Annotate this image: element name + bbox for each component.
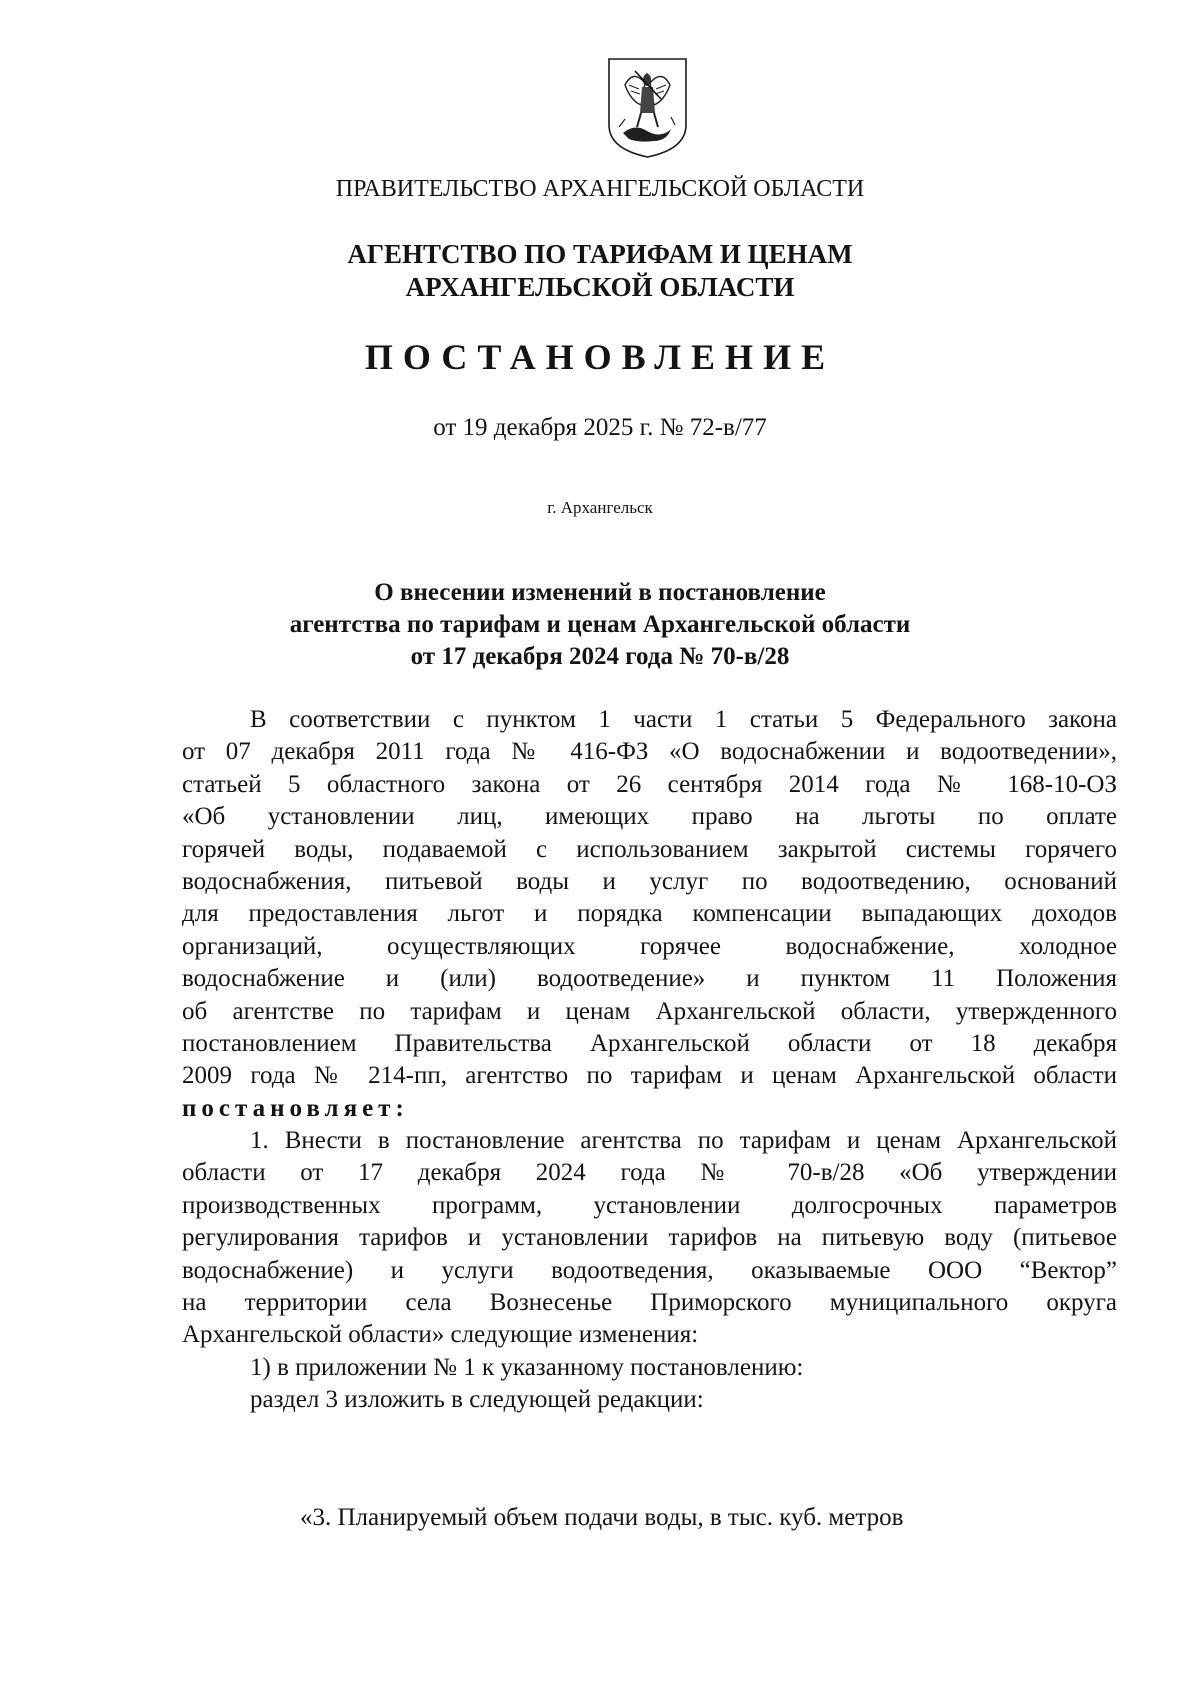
government-name: ПРАВИТЕЛЬСТВО АРХАНГЕЛЬСКОЙ ОБЛАСТИ <box>335 176 865 202</box>
decree-city: г. Архангельск <box>547 498 653 517</box>
document-type: ПОСТАНОВЛЕНИЕ <box>364 337 836 377</box>
item1-line: производственных программ, установлении долгосрочных параметров <box>182 1191 1117 1219</box>
body-line: для предоставления льгот и порядка компенсации выпадающих доходов <box>182 900 1117 928</box>
agency-name <box>0 238 1200 304</box>
agency-name-line2: АРХАНГЕЛЬСКОЙ ОБЛАСТИ <box>405 272 795 302</box>
body-line: водоснабжения, питьевой воды и услуг по водоотведению, оснований <box>182 867 1117 895</box>
body-line: «Об установлении лиц, имеющих право на льготы по оплате <box>182 803 1117 831</box>
item1-line: водоснабжение) и услуги водоотведения, оказываемые ООО “Вектор” <box>182 1256 1117 1284</box>
item1-line: Архангельской области» следующие изменения: <box>182 1321 699 1349</box>
item1-line: на территории села Вознесенье Приморского муниципального округа <box>182 1289 1117 1317</box>
body-line: водоснабжение и (или) водоотведение» и пунктом 11 Положения <box>182 965 1117 993</box>
body-line: организаций, осуществляющих горячее водоснабжение, холодное <box>182 932 1117 960</box>
agency-name-line1: АГЕНТСТВО ПО ТАРИФАМ И ЦЕНАМ <box>347 239 853 269</box>
resolves-word: постановляет: <box>182 1094 409 1122</box>
body-line: статьей 5 областного закона от 26 сентября 2014 года № 168-10-ОЗ <box>182 770 1117 798</box>
body-line: горячей воды, подаваемой с использованием закрытой системы горячего <box>182 835 1117 863</box>
item1-line: регулирования тарифов и установлении тарифов на питьевую воду (питьевое <box>182 1224 1117 1252</box>
coat-of-arms-archangel-icon <box>605 55 690 159</box>
body-line: постановлением Правительства Архангельской области от 18 декабря <box>182 1029 1117 1057</box>
subitem1-line: 1) в приложении № 1 к указанному постановлению: <box>250 1353 804 1381</box>
body-line: от 07 декабря 2011 года № 416-ФЗ «О водоснабжении и водоотведении», <box>182 738 1117 766</box>
decree-date-number: от 19 декабря 2025 г. № 72-в/77 <box>433 414 767 441</box>
decree-body <box>182 704 1117 1417</box>
item1-line: области от 17 декабря 2024 года № 70-в/28 «Об утверждении <box>182 1159 1117 1187</box>
subject-line3: от 17 декабря 2024 года № 70-в/28 <box>410 643 790 670</box>
decree-subject <box>0 577 1200 673</box>
subject-line2: агентства по тарифам и ценам Архангельской области <box>289 611 911 638</box>
section3-quote-title: «3. Планируемый объем подачи воды, в тыс. куб. метров <box>300 1504 904 1531</box>
subject-line1: О внесении изменений в постановление <box>374 579 826 606</box>
section3-line: раздел 3 изложить в следующей редакции: <box>250 1386 704 1414</box>
item1-line: 1. Внести в постановление агентства по тарифам и ценам Архангельской <box>250 1127 1117 1155</box>
body-line: 2009 года № 214-пп, агентство по тарифам и ценам Архангельской области <box>182 1062 1117 1090</box>
body-line: В соответствии с пунктом 1 части 1 статьи 5 Федерального закона <box>250 706 1117 733</box>
body-line: об агентстве по тарифам и ценам Архангельской области, утвержденного <box>182 997 1117 1025</box>
